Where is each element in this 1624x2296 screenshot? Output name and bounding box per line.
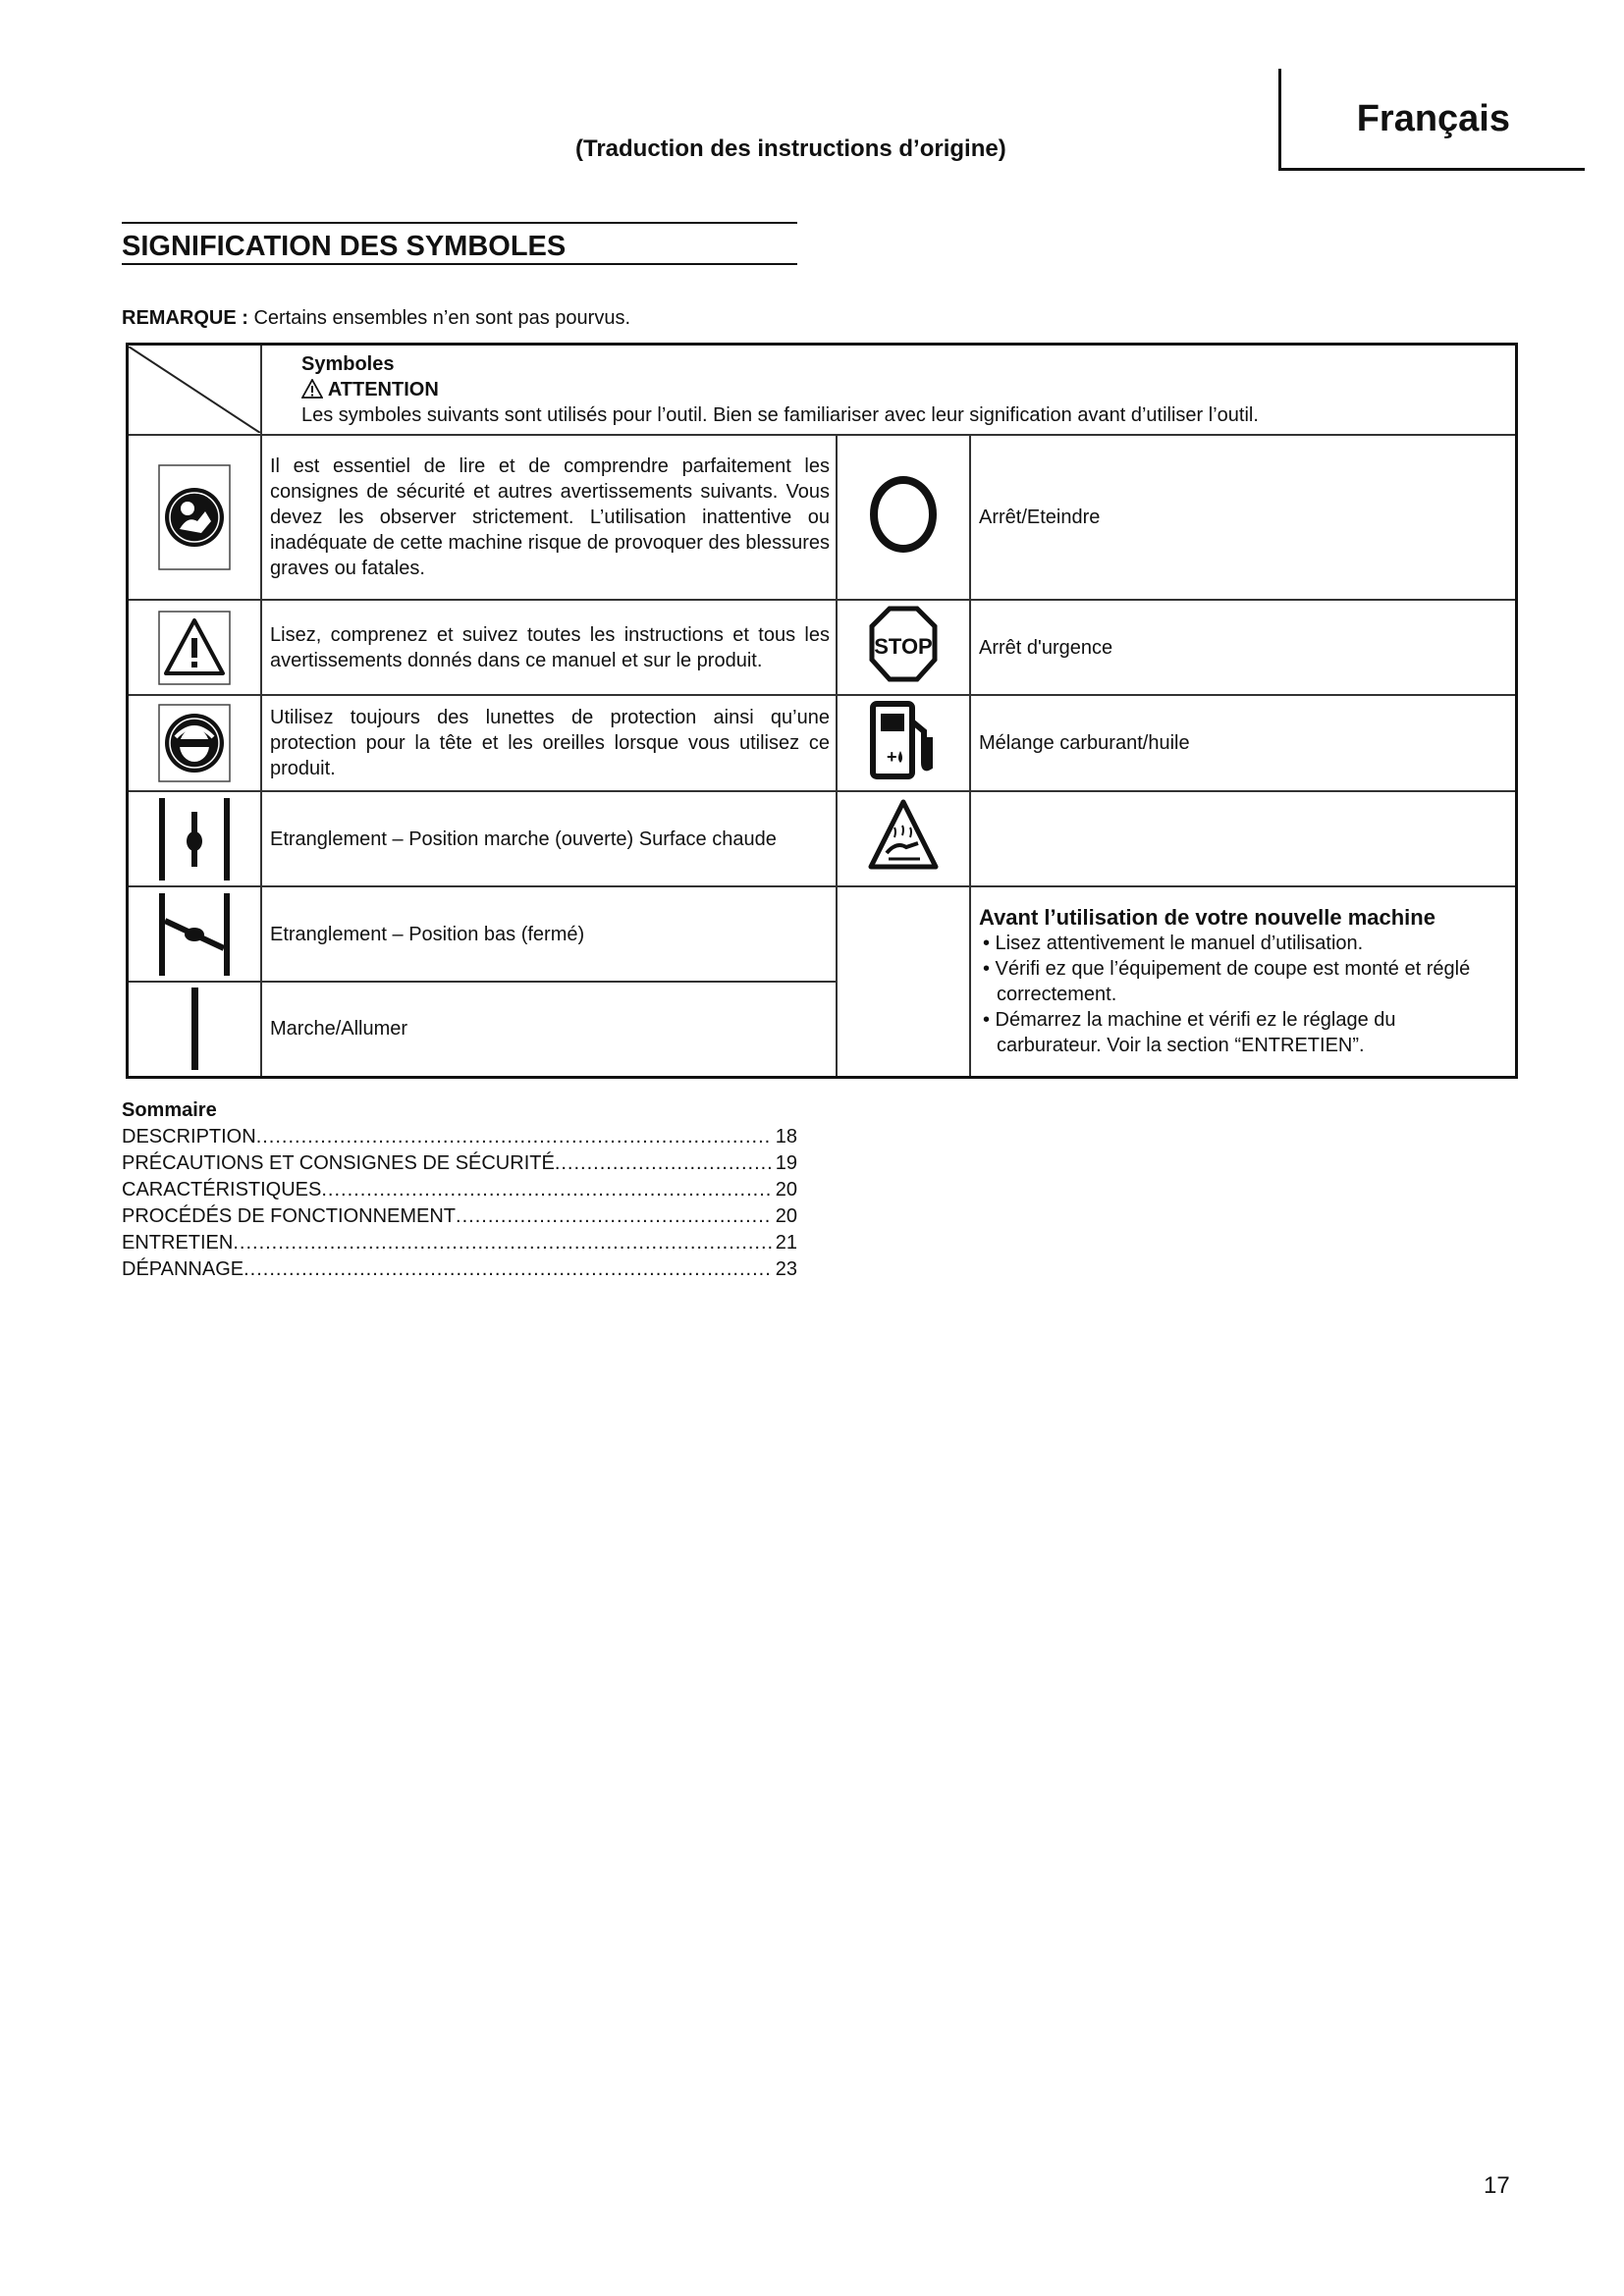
symbol-row: [128, 791, 1517, 886]
before-use-box: [970, 886, 1517, 1077]
toc-entry-page: 19: [775, 1152, 797, 1174]
symbols-header: [261, 345, 1517, 436]
toc-entry-title: DESCRIPTION: [122, 1126, 256, 1148]
toc-entry-title: PRÉCAUTIONS ET CONSIGNES DE SÉCURITÉ: [122, 1152, 555, 1174]
symbol-description: Etranglement – Position marche (ouverte) Surface chaude: [261, 791, 837, 886]
note-text: Certains ensembles n’en sont pas pourvus.: [253, 307, 630, 329]
stop-sign-icon: [868, 605, 939, 683]
symbol-label: [970, 791, 1517, 886]
language-label: Français: [1356, 98, 1510, 139]
before-use-item: • Vérifi ez que l’équipement de coupe est monté et réglé correctement.: [983, 957, 1471, 1005]
toc-entry: [122, 1230, 797, 1256]
toc-title: Sommaire: [122, 1099, 217, 1121]
warning-triangle-icon: [158, 611, 231, 685]
symbols-intro-text: Les symboles suivants sont utilisés pour l’outil. Bien se familiariser avec leur signification avant d’utiliser l’outil.: [301, 404, 1259, 426]
page-number: 17: [1484, 2172, 1510, 2199]
toc-entry-title: PROCÉDÉS DE FONCTIONNEMENT: [122, 1205, 457, 1227]
symbol-description: Etranglement – Position bas (fermé): [261, 886, 837, 982]
toc-entry: [122, 1177, 797, 1203]
diagonal-line-icon: [129, 347, 260, 433]
note: [122, 307, 630, 330]
symbol-description: Utilisez toujours des lunettes de protection ainsi qu’une protection pour la tête et les oreilles lorsque vous utilisez ce produit.: [261, 695, 837, 791]
symbol-row: [128, 695, 1517, 791]
toc-entry-page: 21: [775, 1232, 797, 1254]
symbols-title: Symboles: [301, 353, 395, 375]
document-subtitle: (Traduction des instructions d’origine): [575, 135, 1006, 162]
empty-cell: [837, 886, 970, 1077]
svg-text:STOP: STOP: [874, 634, 933, 659]
attention-triangle-icon: [301, 379, 323, 399]
symbol-row: [128, 435, 1517, 600]
table-of-contents: [122, 1097, 797, 1283]
toc-entry: [122, 1256, 797, 1283]
note-label: REMARQUE :: [122, 307, 248, 329]
toc-entry: [122, 1124, 797, 1150]
read-manual-icon: [158, 464, 231, 570]
fuel-pump-icon: [867, 698, 940, 782]
toc-entry-page: 20: [775, 1205, 797, 1227]
section-title: SIGNIFICATION DES SYMBOLES: [122, 222, 797, 265]
toc-leader: [256, 1124, 772, 1150]
symbol-description: Lisez, comprenez et suivez toutes les instructions et tous les avertissements donnés dans ce manuel et sur le produit.: [261, 600, 837, 695]
symbol-description: Il est essentiel de lire et de comprendre parfaitement les consignes de sécurité et autres avertissements suivants. Vous devez les observer strictement. L’utilisation inattentive ou inadéquate de cette machine risque de provoquer des blessures graves ou fatales.: [261, 435, 837, 600]
hot-surface-icon: [867, 798, 940, 873]
toc-leader: [456, 1203, 772, 1230]
choke-open-icon: [155, 796, 234, 882]
symbols-header-row: [128, 345, 1517, 436]
before-use-item: • Démarrez la machine et vérifi ez le réglage du carburateur. Voir la section “ENTRETIEN”.: [983, 1008, 1396, 1056]
symbols-table: [126, 343, 1518, 1079]
attention-label: ATTENTION: [327, 379, 439, 400]
symbol-row: [128, 600, 1517, 695]
toc-leader: [555, 1150, 772, 1177]
toc-entry-title: CARACTÉRISTIQUES: [122, 1179, 322, 1201]
symbol-label: Arrêt d'urgence: [970, 600, 1517, 695]
eye-ear-head-protection-icon: [158, 704, 231, 782]
off-circle-icon: [869, 475, 938, 554]
toc-entry-title: ENTRETIEN: [122, 1232, 234, 1254]
symbol-description: Marche/Allumer: [261, 982, 837, 1077]
toc-entry: [122, 1203, 797, 1230]
svg-text:+: +: [887, 746, 897, 767]
toc-entry-page: 23: [775, 1258, 797, 1280]
toc-entry-page: 18: [775, 1126, 797, 1148]
symbol-label: Mélange carburant/huile: [970, 695, 1517, 791]
toc-entry-title: DÉPANNAGE: [122, 1258, 244, 1280]
before-use-title: Avant l’utilisation de votre nouvelle machine: [979, 904, 1435, 930]
diagonal-cell: [128, 345, 262, 436]
toc-entry-page: 20: [775, 1179, 797, 1201]
choke-closed-icon: [155, 891, 234, 978]
toc-leader: [321, 1177, 771, 1203]
symbol-row: [128, 886, 1517, 982]
toc-leader: [244, 1256, 772, 1283]
toc-entry: [122, 1150, 797, 1177]
attention-line: [301, 377, 1505, 402]
on-bar-icon: [155, 986, 234, 1072]
symbol-label: Arrêt/Eteindre: [970, 435, 1517, 600]
before-use-item: • Lisez attentivement le manuel d’utilisation.: [983, 932, 1364, 954]
toc-leader: [233, 1230, 771, 1256]
language-tab: [1278, 69, 1585, 171]
